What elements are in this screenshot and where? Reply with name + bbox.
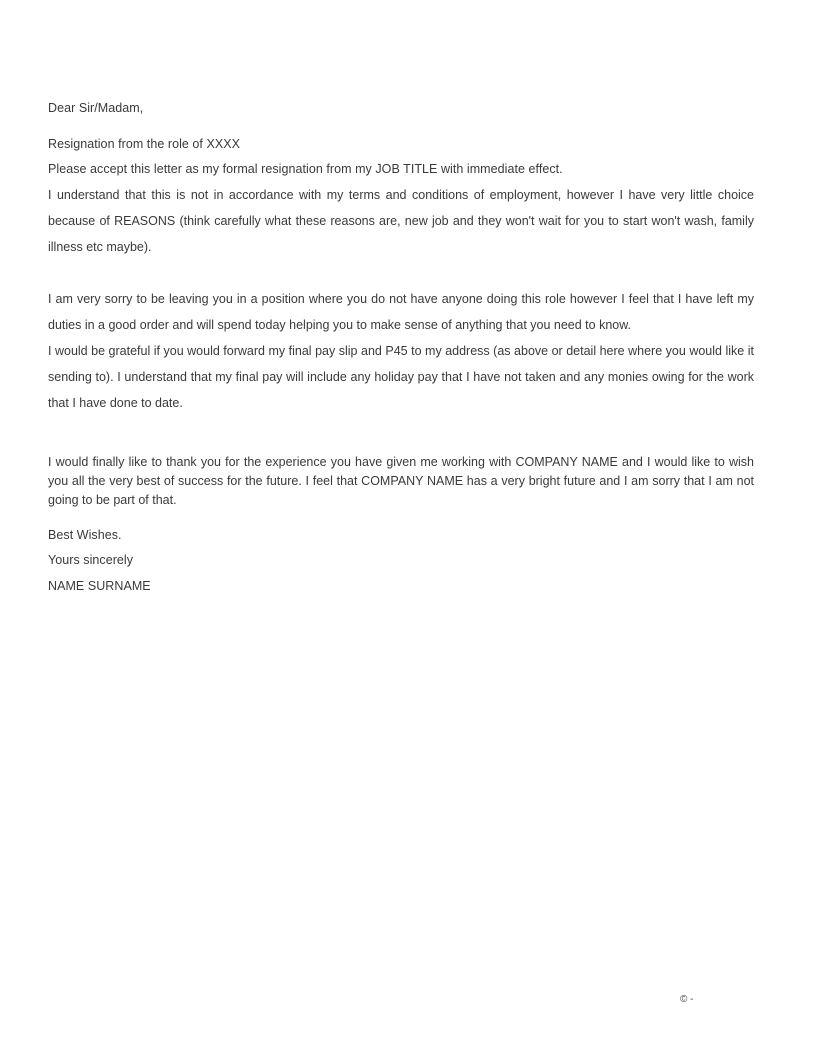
reasons-paragraph: I understand that this is not in accordance with my terms and conditions of employment, however I have very little choice because of REASONS (think carefully what these reasons are, new job and they won't wait for you to start won't wash, family illness etc maybe). bbox=[48, 188, 754, 254]
copyright-mark: © - bbox=[680, 994, 694, 1005]
thanks-paragraph: I would finally like to thank you for the experience you have given me working with COMPANY NAME and I would like to wish you all the very best of success for the future. I feel that COMPANY NAME has a very bright future and I am sorry that I am not going to be part of that. bbox=[48, 455, 754, 507]
opening-sentence: Please accept this letter as my formal resignation from my JOB TITLE with immediate effect. bbox=[48, 162, 563, 176]
salutation: Dear Sir/Madam, bbox=[48, 101, 144, 115]
subject-line: Resignation from the role of XXXX bbox=[48, 137, 241, 151]
best-wishes: Best Wishes. bbox=[48, 528, 122, 542]
handover-paragraph: I am very sorry to be leaving you in a position where you do not have anyone doing this role however I feel that I have left my duties in a good order and will spend today helping you to make sense of anything that you need to know. bbox=[48, 292, 754, 332]
signature-name: NAME SURNAME bbox=[48, 579, 151, 593]
closing: Yours sincerely bbox=[48, 553, 134, 567]
pay-paragraph: I would be grateful if you would forward my final pay slip and P45 to my address (as above or detail here where you would like it sending to). I understand that my final pay will include any holiday pay that I have not taken and any monies owing for the work that I have done to date. bbox=[48, 344, 754, 410]
